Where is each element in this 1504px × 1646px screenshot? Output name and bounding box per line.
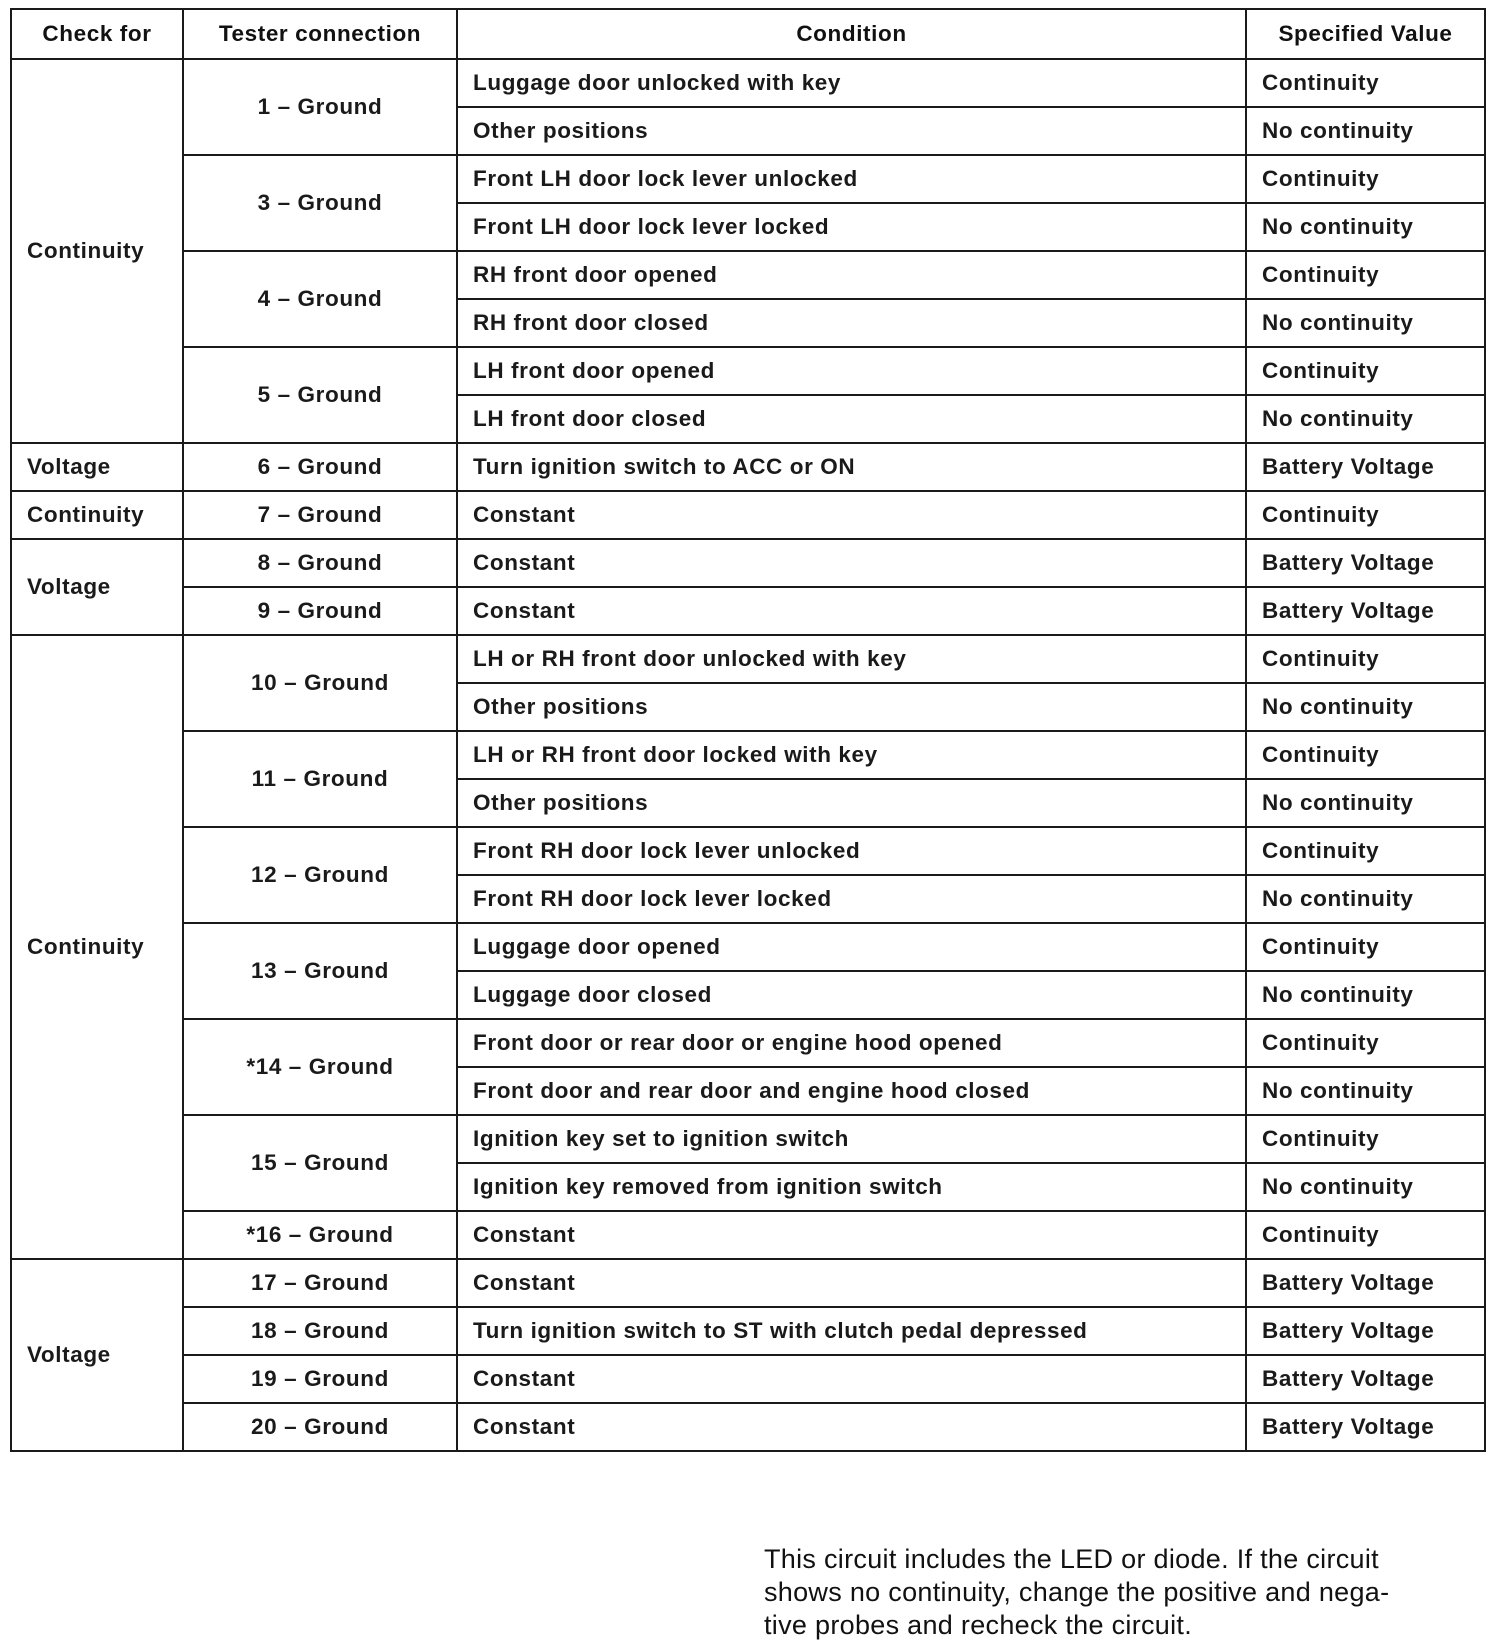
header-condition: Condition [457,9,1246,59]
specified-value-cell: Continuity [1246,731,1485,779]
condition-cell: Turn ignition switch to ST with clutch pedal depressed [457,1307,1246,1355]
table-row [11,1211,1485,1259]
condition-cell: Front LH door lock lever locked [457,203,1246,251]
condition-cell: Front RH door lock lever locked [457,875,1246,923]
specified-value-cell: Continuity [1246,251,1485,299]
table-row [11,587,1485,635]
tester-connection-cell: *14 – Ground [183,1019,457,1115]
tester-connection-cell: 19 – Ground [183,1355,457,1403]
specified-value-cell: No continuity [1246,299,1485,347]
specified-value-cell: Continuity [1246,155,1485,203]
table-row [11,59,1485,107]
specified-value-cell: Continuity [1246,347,1485,395]
specified-value-cell: Continuity [1246,923,1485,971]
condition-cell: Luggage door closed [457,971,1246,1019]
condition-cell: Luggage door unlocked with key [457,59,1246,107]
check-for-cell: Voltage [11,1259,183,1451]
tester-connection-cell: 18 – Ground [183,1307,457,1355]
check-for-cell: Continuity [11,491,183,539]
condition-cell: Constant [457,1355,1246,1403]
specified-value-cell: No continuity [1246,1163,1485,1211]
condition-cell: Other positions [457,779,1246,827]
specified-value-cell: Continuity [1246,1115,1485,1163]
table-row [11,347,1485,395]
check-for-cell: Continuity [11,59,183,443]
condition-cell: Ignition key removed from ignition switch [457,1163,1246,1211]
check-for-cell: Voltage [11,443,183,491]
table-row [11,491,1485,539]
tester-connection-cell: 12 – Ground [183,827,457,923]
specified-value-cell: Battery Voltage [1246,443,1485,491]
tester-connection-cell: 8 – Ground [183,539,457,587]
specified-value-cell: No continuity [1246,203,1485,251]
specified-value-cell: No continuity [1246,1067,1485,1115]
table-row [11,443,1485,491]
condition-cell: LH or RH front door locked with key [457,731,1246,779]
tester-connection-cell: 4 – Ground [183,251,457,347]
condition-cell: Constant [457,491,1246,539]
table-row [11,1115,1485,1163]
footnote: This circuit includes the LED or diode. If the circuit shows no continuity, change the positive and nega- tive probes and recheck the circuit. [764,1544,1390,1640]
table-row [11,155,1485,203]
table-row [11,1403,1485,1451]
check-for-cell: Continuity [11,635,183,1259]
table-row [11,635,1485,683]
specified-value-cell: No continuity [1246,683,1485,731]
tester-connection-cell: 20 – Ground [183,1403,457,1451]
header-specified-value: Specified Value [1246,9,1485,59]
condition-cell: Constant [457,539,1246,587]
condition-cell: Other positions [457,107,1246,155]
specified-value-cell: Continuity [1246,827,1485,875]
tester-connection-cell: 15 – Ground [183,1115,457,1211]
specified-value-cell: Continuity [1246,491,1485,539]
table-row [11,923,1485,971]
table-row [11,251,1485,299]
specified-value-cell: Battery Voltage [1246,1259,1485,1307]
tester-connection-cell: *16 – Ground [183,1211,457,1259]
check-for-cell: Voltage [11,539,183,635]
tester-connection-cell: 7 – Ground [183,491,457,539]
table-row [11,539,1485,587]
specified-value-cell: No continuity [1246,107,1485,155]
condition-cell: Front RH door lock lever unlocked [457,827,1246,875]
table-row [11,827,1485,875]
condition-cell: Turn ignition switch to ACC or ON [457,443,1246,491]
table-row [11,1307,1485,1355]
tester-connection-cell: 3 – Ground [183,155,457,251]
condition-cell: Front door and rear door and engine hood closed [457,1067,1246,1115]
condition-cell: LH or RH front door unlocked with key [457,635,1246,683]
specified-value-cell: Battery Voltage [1246,539,1485,587]
condition-cell: Constant [457,1211,1246,1259]
condition-cell: Constant [457,1403,1246,1451]
condition-cell: LH front door closed [457,395,1246,443]
condition-cell: RH front door opened [457,251,1246,299]
condition-cell: RH front door closed [457,299,1246,347]
connector-check-table [10,8,1486,1452]
table-row [11,1259,1485,1307]
condition-cell: LH front door opened [457,347,1246,395]
specified-value-cell: No continuity [1246,779,1485,827]
specified-value-cell: Battery Voltage [1246,587,1485,635]
table-body [11,59,1485,1451]
specified-value-cell: Battery Voltage [1246,1403,1485,1451]
header-tester-connection: Tester connection [183,9,457,59]
table-row [11,1355,1485,1403]
specified-value-cell: Continuity [1246,635,1485,683]
tester-connection-cell: 5 – Ground [183,347,457,443]
specified-value-cell: No continuity [1246,875,1485,923]
tester-connection-cell: 10 – Ground [183,635,457,731]
tester-connection-cell: 9 – Ground [183,587,457,635]
condition-cell: Constant [457,587,1246,635]
condition-cell: Constant [457,1259,1246,1307]
tester-connection-cell: 11 – Ground [183,731,457,827]
specified-value-cell: Continuity [1246,1211,1485,1259]
header-row [11,9,1485,59]
specified-value-cell: Continuity [1246,59,1485,107]
condition-cell: Other positions [457,683,1246,731]
condition-cell: Luggage door opened [457,923,1246,971]
header-check-for: Check for [11,9,183,59]
table-row [11,1019,1485,1067]
table-row [11,731,1485,779]
specified-value-cell: Battery Voltage [1246,1355,1485,1403]
tester-connection-cell: 17 – Ground [183,1259,457,1307]
tester-connection-cell: 13 – Ground [183,923,457,1019]
specified-value-cell: Battery Voltage [1246,1307,1485,1355]
specified-value-cell: No continuity [1246,395,1485,443]
tester-connection-cell: 1 – Ground [183,59,457,155]
condition-cell: Ignition key set to ignition switch [457,1115,1246,1163]
condition-cell: Front door or rear door or engine hood opened [457,1019,1246,1067]
tester-connection-cell: 6 – Ground [183,443,457,491]
condition-cell: Front LH door lock lever unlocked [457,155,1246,203]
specified-value-cell: No continuity [1246,971,1485,1019]
specified-value-cell: Continuity [1246,1019,1485,1067]
